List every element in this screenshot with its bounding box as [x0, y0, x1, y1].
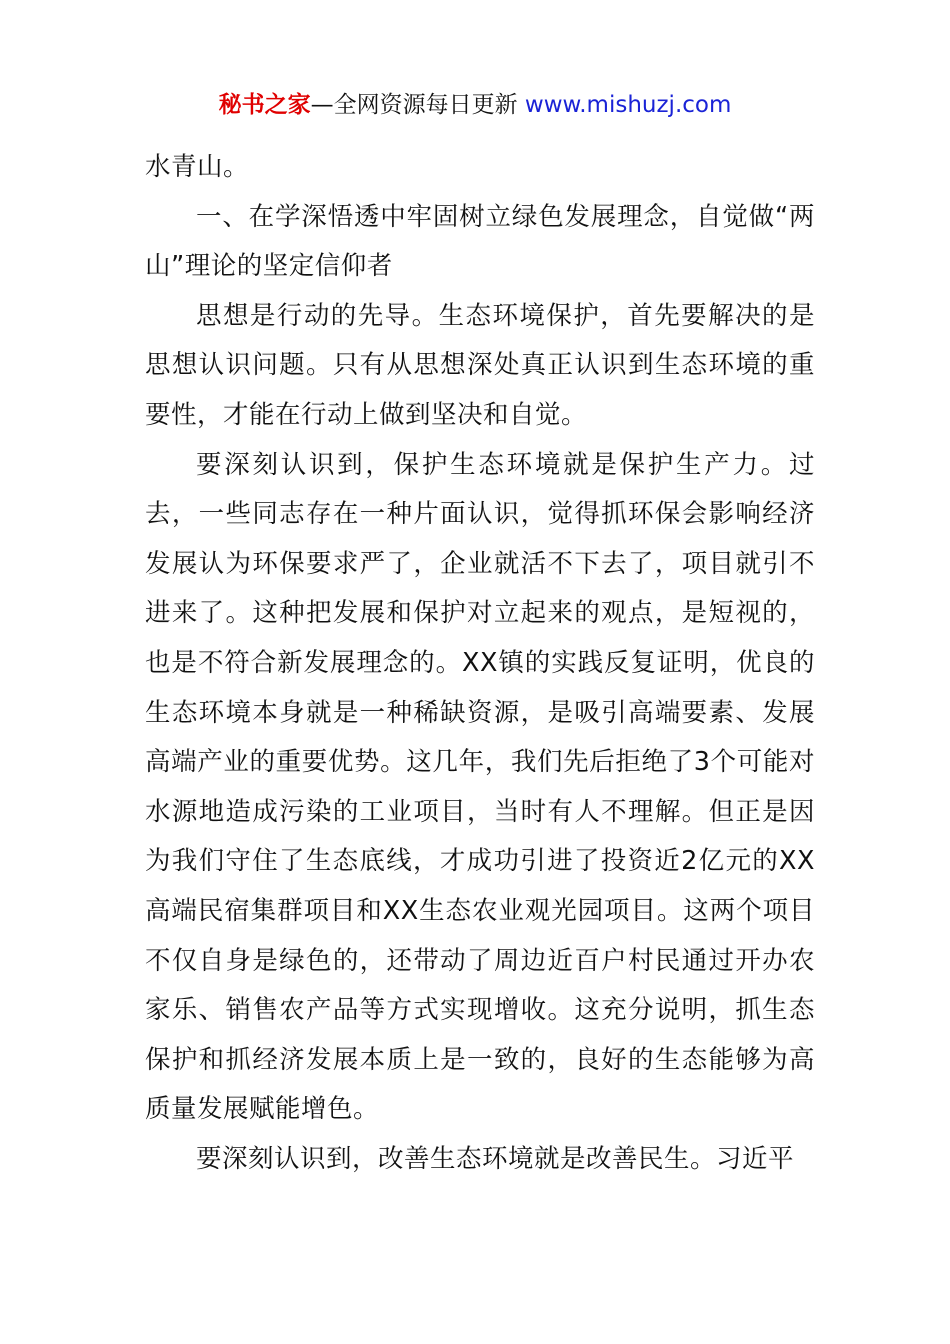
- document-body: [145, 143, 815, 1184]
- site-header: [0, 88, 950, 122]
- section-heading: 一、在学深悟透中牢固树立绿色发展理念，自觉做“两山”理论的坚定信仰者: [145, 201, 815, 282]
- header-tagline: —全网资源每日更新: [310, 92, 525, 118]
- brand-name: 秘书之家: [218, 92, 311, 118]
- paragraph: 要深刻认识到，保护生态环境就是保护生产力。过去，一些同志存在一种片面认识，觉得抓环保会影响经济发展认为环保要求严了，企业就活不下去了，项目就引不进来了。这种把发展和保护对立起来的观点，是短视的，也是不符合新发展理念的。XX镇的实践反复证明，优良的生态环境本身就是一种稀缺资源，是吸引高端要素、发展高端产业的重要优势。这几年，我们先后拒绝了3个可能对水源地造成污染的工业项目，当时有人不理解。但正是因为我们守住了生态底线，才成功引进了投资近2亿元的XX高端民宿集群项目和XX生态农业观光园项目。这两个项目不仅自身是绿色的，还带动了周边近百户村民通过开办农家乐、销售农产品等方式实现增收。这充分说明，抓生态保护和抓经济发展本质上是一致的，良好的生态能够为高质量发展赋能增色。: [145, 449, 815, 1125]
- site-url-link[interactable]: www.mishuzj.com: [524, 92, 732, 118]
- paragraph: 要深刻认识到，改善生态环境就是改善民生。习近平: [196, 1143, 795, 1174]
- paragraph: 思想是行动的先导。生态环境保护，首先要解决的是思想认识问题。只有从思想深处真正认识到生态环境的重要性，才能在行动上做到坚决和自觉。: [145, 300, 815, 430]
- paragraph-continuation: 水青山。: [145, 152, 250, 182]
